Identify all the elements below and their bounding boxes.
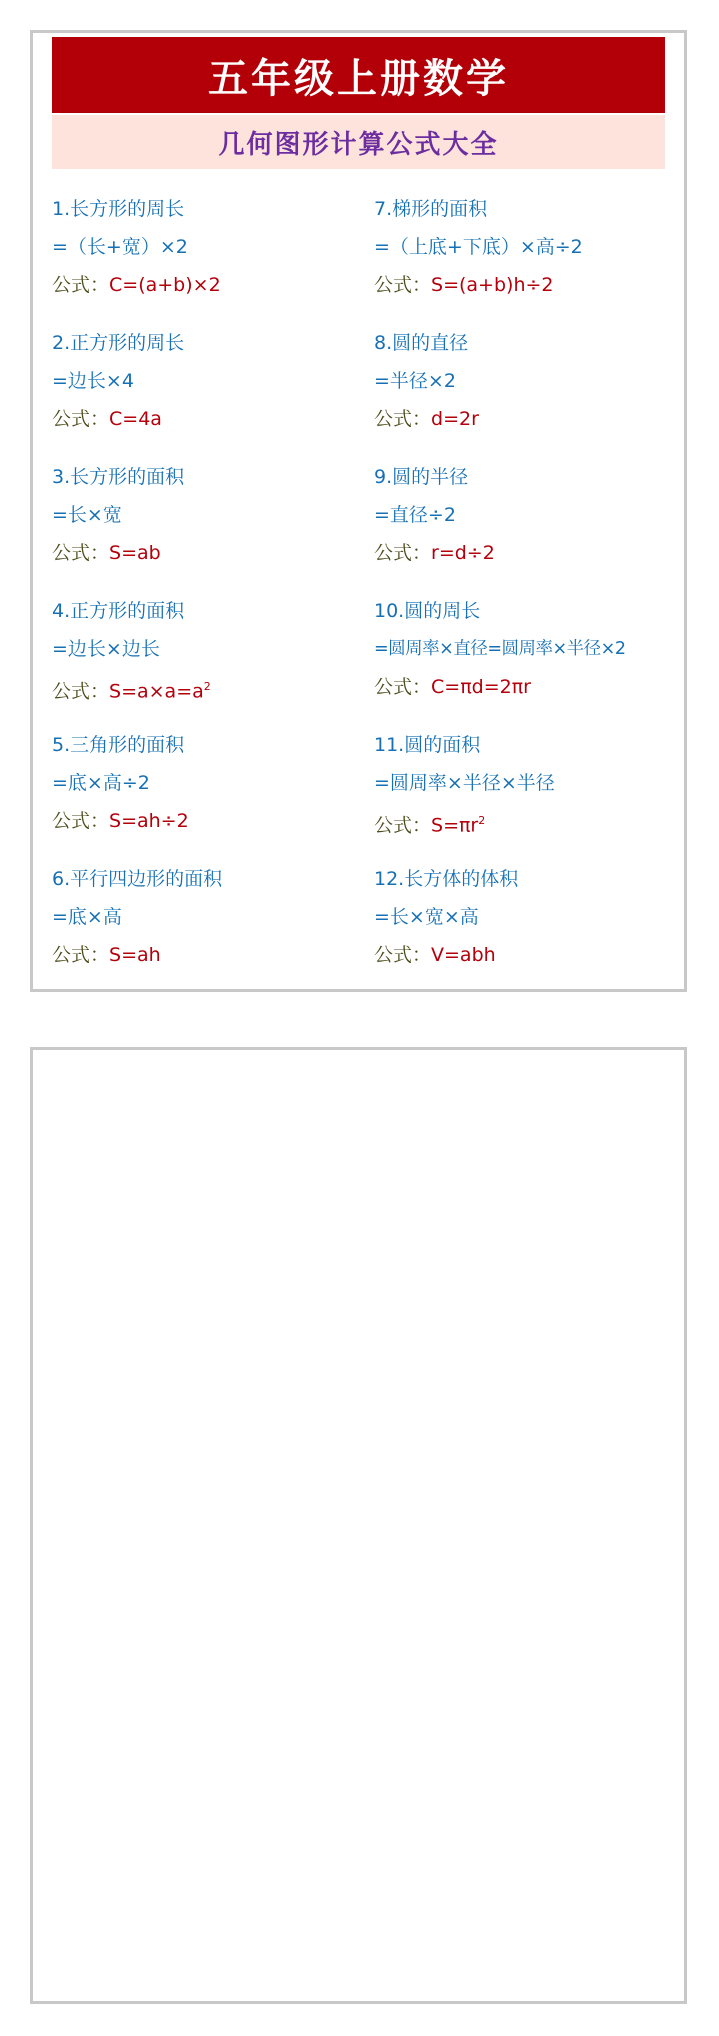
formula-line [374, 266, 694, 304]
formula-title: 4.正方形的面积 [52, 600, 185, 622]
formula-title: 10.圆的周长 [374, 600, 481, 622]
formula-item [374, 458, 694, 592]
formula-line [374, 936, 694, 974]
formula-item [374, 324, 694, 458]
formula-rule: =（长+宽）×2 [52, 236, 188, 258]
formula-superscript: 2 [203, 680, 211, 693]
formula-label: 公式： [374, 814, 432, 837]
formula-line [52, 266, 372, 304]
formula-rule: =长×宽 [52, 504, 122, 526]
subtitle-banner [52, 115, 665, 169]
formula-item [52, 190, 372, 324]
formula-value: C=4a [109, 408, 162, 430]
formula-rule: =直径÷2 [374, 504, 456, 526]
formula-label: 公式： [374, 676, 432, 698]
title-banner [52, 37, 665, 113]
formula-card [30, 30, 687, 992]
formula-line [52, 936, 372, 974]
formula-rule: =底×高 [52, 906, 122, 928]
formula-title: 1.长方形的周长 [52, 198, 185, 220]
formula-item [52, 726, 372, 860]
formula-title: 11.圆的面积 [374, 734, 481, 756]
formula-rule: =底×高÷2 [52, 772, 150, 794]
formula-line [52, 802, 372, 840]
formula-value: V=abh [431, 944, 496, 966]
formula-label: 公式： [52, 408, 110, 430]
right-formula-column [374, 190, 694, 994]
left-formula-column [52, 190, 372, 994]
formula-value: S=(a+b)h÷2 [431, 274, 554, 296]
formula-item [52, 324, 372, 458]
formula-item [374, 190, 694, 324]
formula-title: 7.梯形的面积 [374, 198, 488, 220]
formula-title: 2.正方形的周长 [52, 332, 185, 354]
formula-line [52, 400, 372, 438]
formula-value: S=ah÷2 [109, 810, 189, 832]
page-subtitle: 几何图形计算公式大全 [218, 129, 499, 160]
formula-title: 3.长方形的面积 [52, 466, 185, 488]
formula-title: 12.长方体的体积 [374, 868, 519, 890]
formula-label: 公式： [374, 274, 432, 296]
formula-item [52, 592, 372, 726]
formula-value: C=(a+b)×2 [109, 274, 221, 296]
formula-label: 公式： [374, 408, 432, 430]
formula-label: 公式： [52, 680, 110, 703]
formula-line [374, 400, 694, 438]
formula-title: 9.圆的半径 [374, 466, 469, 488]
formula-value: d=2r [431, 408, 479, 430]
formula-title: 6.平行四边形的面积 [52, 868, 223, 890]
formula-item [374, 726, 694, 860]
formula-line [52, 534, 372, 572]
formula-title: 5.三角形的面积 [52, 734, 185, 756]
formula-rule: =半径×2 [374, 370, 456, 392]
formula-item [374, 860, 694, 994]
formula-value: r=d÷2 [431, 542, 495, 564]
formula-value: S=πr [431, 814, 479, 837]
formula-label: 公式： [374, 944, 432, 966]
formula-rule: =圆周率×半径×半径 [374, 772, 555, 794]
formula-item [374, 592, 694, 726]
formula-item [52, 458, 372, 592]
formula-value: S=a×a=a [109, 680, 204, 703]
formula-rule: =圆周率×直径=圆周率×半径×2 [374, 639, 626, 659]
formula-line [52, 668, 372, 706]
formula-superscript: 2 [478, 814, 486, 827]
formula-line [374, 534, 694, 572]
formula-value: S=ab [109, 542, 161, 564]
formula-rule: =长×宽×高 [374, 906, 479, 928]
formula-value: S=ah [109, 944, 161, 966]
formula-line [374, 802, 694, 840]
page-title: 五年级上册数学 [208, 54, 509, 102]
formula-line [374, 668, 694, 706]
formula-label: 公式： [52, 274, 110, 296]
formula-rule: =（上底+下底）×高÷2 [374, 236, 583, 258]
formula-value: C=πd=2πr [431, 676, 531, 698]
formula-rule: =边长×边长 [52, 638, 160, 660]
formula-item [52, 860, 372, 994]
formula-title: 8.圆的直径 [374, 332, 469, 354]
formula-label: 公式： [52, 944, 110, 966]
formula-label: 公式： [374, 542, 432, 564]
formula-rule: =边长×4 [52, 370, 134, 392]
blank-card [30, 1047, 687, 2004]
formula-label: 公式： [52, 810, 110, 832]
formula-label: 公式： [52, 542, 110, 564]
